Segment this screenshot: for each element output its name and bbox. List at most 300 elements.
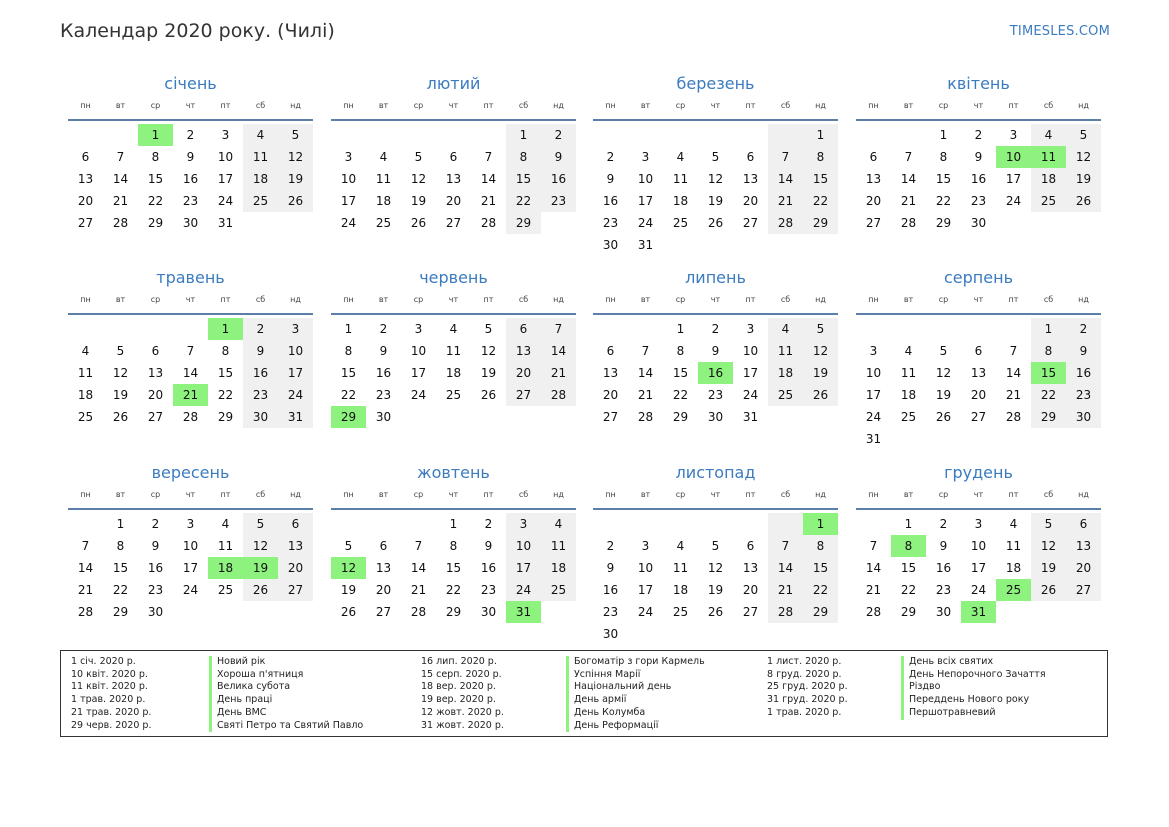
weekday-label: сб — [255, 490, 266, 499]
holiday-day-cell: 10 — [996, 146, 1031, 168]
holiday-day-cell: 15 — [1031, 362, 1066, 384]
day-cell: 25 — [672, 605, 689, 619]
day-cell: 18 — [541, 557, 576, 579]
day-cell: 2 — [541, 124, 576, 146]
day-cell: 8 — [803, 535, 838, 557]
weekday-label: пт — [483, 490, 494, 499]
day-cell: 7 — [1009, 344, 1018, 358]
day-cell: 1 — [344, 322, 353, 336]
header-rule — [593, 508, 838, 510]
holiday-day-cell: 12 — [331, 557, 366, 579]
weekday-label: нд — [290, 101, 301, 110]
weekday-label: пн — [343, 101, 354, 110]
month-5 — [68, 267, 313, 428]
day-cell: 6 — [746, 150, 755, 164]
day-cell: 18 — [445, 366, 462, 380]
day-cell: 10 — [182, 539, 199, 553]
empty-cell — [401, 513, 436, 535]
day-cell: 17 — [340, 194, 357, 208]
day-cell: 14 — [410, 561, 427, 575]
day-cell: 17 — [1005, 172, 1022, 186]
weekday-label: вт — [115, 490, 126, 499]
day-cell: 31 — [865, 432, 882, 446]
day-cell: 28 — [112, 216, 129, 230]
weekday-label: ср — [413, 295, 424, 304]
day-cell: 26 — [707, 605, 724, 619]
legend-entry: 31 груд. 2020 р. — [767, 694, 848, 706]
legend-entry: 15 серп. 2020 р. — [421, 668, 502, 680]
empty-cell — [698, 124, 733, 146]
day-cell: 17 — [637, 583, 654, 597]
weekday-label: пт — [1008, 490, 1019, 499]
day-cell: 16 — [935, 561, 952, 575]
day-cell: 29 — [147, 216, 164, 230]
day-cell: 12 — [803, 340, 838, 362]
page-title: Календар 2020 року. (Чилі) — [60, 20, 335, 42]
day-cell: 1 — [449, 517, 458, 531]
legend-entry: 10 квіт. 2020 р. — [71, 668, 148, 680]
holiday-day-cell: 1 — [138, 124, 173, 146]
day-cell: 5 — [711, 150, 720, 164]
day-cell: 6 — [974, 344, 983, 358]
holiday-day-cell: 1 — [208, 318, 243, 340]
month-11 — [593, 462, 838, 645]
weekday-header — [593, 295, 838, 309]
weekday-label: чт — [185, 490, 196, 499]
weekday-label: сб — [255, 295, 266, 304]
empty-cell — [331, 124, 366, 146]
header-rule — [68, 313, 313, 315]
weekday-header — [331, 490, 576, 504]
day-cell: 23 — [1066, 384, 1101, 406]
header-rule — [856, 508, 1101, 510]
day-cell: 12 — [707, 172, 724, 186]
legend-entry: 25 груд. 2020 р. — [767, 681, 848, 693]
legend-entry: Першотравневий — [909, 706, 996, 718]
day-cell: 15 — [112, 561, 129, 575]
empty-cell — [698, 234, 733, 256]
legend-dates-col-2 — [421, 656, 504, 732]
day-cell: 24 — [637, 216, 654, 230]
day-cell: 30 — [970, 216, 987, 230]
day-cell: 30 — [243, 406, 278, 428]
day-cell: 2 — [243, 318, 278, 340]
day-cell: 28 — [865, 605, 882, 619]
day-cell: 5 — [243, 513, 278, 535]
day-cell: 18 — [672, 194, 689, 208]
day-cell: 19 — [707, 194, 724, 208]
month-4 — [856, 73, 1101, 234]
day-cell: 19 — [935, 388, 952, 402]
empty-cell — [926, 428, 961, 450]
day-cell: 11 — [217, 539, 234, 553]
holiday-day-cell: 1 — [803, 513, 838, 535]
weekday-header — [331, 101, 576, 115]
empty-cell — [541, 406, 576, 428]
day-grid — [856, 513, 1101, 623]
weekday-label: ср — [150, 101, 161, 110]
weekday-label: сб — [518, 101, 529, 110]
empty-cell — [663, 124, 698, 146]
day-cell: 24 — [742, 388, 759, 402]
day-cell: 29 — [445, 605, 462, 619]
day-cell: 29 — [803, 212, 838, 234]
weekday-label: нд — [553, 101, 564, 110]
day-cell: 22 — [803, 190, 838, 212]
weekday-label: ср — [675, 101, 686, 110]
day-cell: 22 — [1031, 384, 1066, 406]
day-cell: 22 — [112, 583, 129, 597]
empty-cell — [366, 513, 401, 535]
weekday-label: вт — [903, 490, 914, 499]
day-cell: 11 — [541, 535, 576, 557]
day-cell: 5 — [939, 344, 948, 358]
day-cell: 8 — [221, 344, 230, 358]
month-name: січень — [164, 74, 217, 93]
day-cell: 2 — [974, 128, 983, 142]
day-cell: 22 — [217, 388, 234, 402]
empty-cell — [891, 318, 926, 340]
day-cell: 13 — [602, 366, 619, 380]
weekday-label: пн — [605, 295, 616, 304]
day-cell: 25 — [541, 579, 576, 601]
day-cell: 30 — [480, 605, 497, 619]
day-cell: 18 — [243, 168, 278, 190]
day-cell: 14 — [865, 561, 882, 575]
legend-entry: Успіння Марії — [574, 668, 641, 680]
day-cell: 19 — [1031, 557, 1066, 579]
day-cell: 13 — [445, 172, 462, 186]
legend-entry: День Колумба — [574, 706, 646, 718]
legend-entry: День армії — [574, 694, 627, 706]
day-grid — [593, 513, 838, 645]
day-cell: 19 — [480, 366, 497, 380]
day-cell: 23 — [970, 194, 987, 208]
day-cell: 13 — [742, 561, 759, 575]
day-cell: 11 — [77, 366, 94, 380]
weekday-label: пт — [220, 101, 231, 110]
day-grid — [68, 513, 313, 623]
weekday-label: чт — [448, 490, 459, 499]
empty-cell — [541, 601, 576, 623]
day-cell: 27 — [1066, 579, 1101, 601]
weekday-label: вт — [903, 295, 914, 304]
day-cell: 1 — [803, 124, 838, 146]
day-cell: 17 — [278, 362, 313, 384]
day-cell: 12 — [1066, 146, 1101, 168]
day-cell: 4 — [904, 344, 913, 358]
weekday-label: пт — [745, 490, 756, 499]
day-cell: 14 — [637, 366, 654, 380]
month-6 — [331, 267, 576, 428]
day-cell: 20 — [970, 388, 987, 402]
day-cell: 2 — [151, 517, 160, 531]
weekday-label: сб — [780, 295, 791, 304]
day-cell: 15 — [445, 561, 462, 575]
empty-cell — [663, 513, 698, 535]
header-rule — [331, 508, 576, 510]
day-cell: 11 — [375, 172, 392, 186]
day-cell: 13 — [375, 561, 392, 575]
holiday-day-cell: 11 — [1031, 146, 1066, 168]
holiday-day-cell: 31 — [961, 601, 996, 623]
day-cell: 4 — [541, 513, 576, 535]
day-cell: 17 — [506, 557, 541, 579]
day-cell: 28 — [541, 384, 576, 406]
day-cell: 21 — [410, 583, 427, 597]
day-cell: 14 — [900, 172, 917, 186]
day-cell: 26 — [1066, 190, 1101, 212]
day-cell: 10 — [506, 535, 541, 557]
day-cell: 4 — [379, 150, 388, 164]
month-name: квітень — [947, 74, 1010, 93]
day-cell: 17 — [217, 172, 234, 186]
day-cell: 5 — [414, 150, 423, 164]
day-cell: 25 — [1031, 190, 1066, 212]
weekday-label: сб — [1043, 295, 1054, 304]
day-cell: 2 — [939, 517, 948, 531]
empty-cell — [208, 601, 243, 623]
day-cell: 4 — [81, 344, 90, 358]
day-cell: 17 — [865, 388, 882, 402]
day-cell: 28 — [768, 212, 803, 234]
holiday-day-cell: 21 — [173, 384, 208, 406]
day-cell: 5 — [344, 539, 353, 553]
day-cell: 3 — [186, 517, 195, 531]
day-cell: 13 — [77, 172, 94, 186]
day-cell: 26 — [480, 388, 497, 402]
day-cell: 30 — [707, 410, 724, 424]
day-cell: 6 — [869, 150, 878, 164]
holiday-day-cell: 16 — [698, 362, 733, 384]
weekday-label: пн — [605, 490, 616, 499]
day-cell: 9 — [186, 150, 195, 164]
empty-cell — [1066, 428, 1101, 450]
day-cell: 2 — [484, 517, 493, 531]
legend-entry: Різдво — [909, 681, 941, 693]
day-cell: 6 — [278, 513, 313, 535]
day-cell: 15 — [506, 168, 541, 190]
weekday-label: чт — [185, 101, 196, 110]
legend-entry: 1 трав. 2020 р. — [767, 706, 842, 718]
empty-cell — [891, 124, 926, 146]
day-cell: 31 — [217, 216, 234, 230]
empty-cell — [663, 234, 698, 256]
empty-cell — [856, 124, 891, 146]
empty-cell — [803, 623, 838, 645]
day-cell: 29 — [217, 410, 234, 424]
day-cell: 7 — [484, 150, 493, 164]
day-cell: 11 — [445, 344, 462, 358]
weekday-header — [593, 101, 838, 115]
empty-cell — [593, 318, 628, 340]
brand-link[interactable]: TIMESLES.COM — [1009, 24, 1110, 39]
weekday-label: ср — [938, 295, 949, 304]
empty-cell — [733, 124, 768, 146]
weekday-label: чт — [710, 490, 721, 499]
day-cell: 20 — [375, 583, 392, 597]
day-cell: 1 — [506, 124, 541, 146]
legend-entry: 8 груд. 2020 р. — [767, 668, 842, 680]
weekday-label: вт — [115, 101, 126, 110]
weekday-header — [593, 490, 838, 504]
legend-entry: Хороша п'ятниця — [217, 668, 304, 680]
day-grid — [856, 318, 1101, 450]
day-cell: 11 — [1005, 539, 1022, 553]
legend-entry: 29 черв. 2020 р. — [71, 719, 152, 731]
holiday-day-cell: 31 — [506, 601, 541, 623]
day-cell: 20 — [865, 194, 882, 208]
weekday-header — [856, 295, 1101, 309]
empty-cell — [103, 318, 138, 340]
day-cell: 17 — [742, 366, 759, 380]
empty-cell — [541, 212, 576, 234]
day-cell: 4 — [1009, 517, 1018, 531]
day-cell: 3 — [746, 322, 755, 336]
day-cell: 27 — [742, 216, 759, 230]
day-cell: 16 — [375, 366, 392, 380]
day-cell: 8 — [803, 146, 838, 168]
day-cell: 10 — [410, 344, 427, 358]
day-cell: 20 — [147, 388, 164, 402]
day-cell: 6 — [746, 539, 755, 553]
day-cell: 3 — [641, 539, 650, 553]
day-cell: 23 — [243, 384, 278, 406]
month-name: березень — [676, 74, 755, 93]
day-cell: 22 — [506, 190, 541, 212]
day-cell: 16 — [970, 172, 987, 186]
day-cell: 25 — [445, 388, 462, 402]
day-cell: 22 — [445, 583, 462, 597]
day-cell: 16 — [602, 194, 619, 208]
day-cell: 3 — [278, 318, 313, 340]
weekday-label: чт — [448, 101, 459, 110]
empty-cell — [401, 124, 436, 146]
day-cell: 22 — [935, 194, 952, 208]
day-cell: 26 — [340, 605, 357, 619]
weekday-label: пн — [80, 101, 91, 110]
day-cell: 23 — [602, 605, 619, 619]
day-cell: 6 — [506, 318, 541, 340]
day-cell: 9 — [711, 344, 720, 358]
day-cell: 22 — [803, 579, 838, 601]
day-cell: 3 — [974, 517, 983, 531]
day-cell: 5 — [711, 539, 720, 553]
day-cell: 24 — [410, 388, 427, 402]
empty-cell — [628, 513, 663, 535]
weekday-label: пн — [80, 490, 91, 499]
day-cell: 24 — [340, 216, 357, 230]
day-cell: 29 — [112, 605, 129, 619]
day-cell: 12 — [707, 561, 724, 575]
day-cell: 15 — [672, 366, 689, 380]
holiday-legend — [60, 650, 1108, 737]
day-cell: 12 — [410, 172, 427, 186]
day-cell: 27 — [77, 216, 94, 230]
day-cell: 6 — [1066, 513, 1101, 535]
header-rule — [331, 119, 576, 121]
legend-entry: Національний день — [574, 681, 672, 693]
legend-entry: Велика субота — [217, 681, 291, 693]
month-10 — [331, 462, 576, 623]
day-cell: 9 — [379, 344, 388, 358]
empty-cell — [471, 124, 506, 146]
day-cell: 23 — [707, 388, 724, 402]
day-cell: 31 — [742, 410, 759, 424]
legend-entry: 21 трав. 2020 р. — [71, 706, 152, 718]
weekday-label: пт — [745, 295, 756, 304]
weekday-label: нд — [553, 295, 564, 304]
weekday-label: ср — [413, 101, 424, 110]
weekday-label: вт — [640, 490, 651, 499]
weekday-label: чт — [973, 490, 984, 499]
empty-cell — [698, 513, 733, 535]
header-rule — [68, 119, 313, 121]
day-cell: 13 — [1066, 535, 1101, 557]
day-cell: 5 — [484, 322, 493, 336]
weekday-label: пн — [868, 490, 879, 499]
day-cell: 7 — [768, 146, 803, 168]
day-cell: 10 — [865, 366, 882, 380]
day-cell: 5 — [803, 318, 838, 340]
legend-entry: День праці — [217, 694, 273, 706]
month-8 — [856, 267, 1101, 450]
empty-cell — [628, 124, 663, 146]
day-cell: 16 — [1066, 362, 1101, 384]
day-cell: 26 — [1031, 579, 1066, 601]
day-cell: 24 — [506, 579, 541, 601]
empty-cell — [593, 513, 628, 535]
weekday-label: сб — [780, 101, 791, 110]
holiday-day-cell: 8 — [891, 535, 926, 557]
month-3 — [593, 73, 838, 256]
day-cell: 26 — [112, 410, 129, 424]
day-cell: 6 — [449, 150, 458, 164]
weekday-label: вт — [640, 101, 651, 110]
weekday-label: чт — [710, 101, 721, 110]
day-cell: 16 — [480, 561, 497, 575]
day-cell: 29 — [803, 601, 838, 623]
day-cell: 13 — [865, 172, 882, 186]
day-cell: 20 — [1066, 557, 1101, 579]
day-cell: 9 — [606, 172, 615, 186]
day-cell: 26 — [803, 384, 838, 406]
day-cell: 28 — [768, 601, 803, 623]
day-cell: 3 — [506, 513, 541, 535]
weekday-label: чт — [710, 295, 721, 304]
empty-cell — [243, 601, 278, 623]
day-cell: 6 — [151, 344, 160, 358]
day-cell: 7 — [186, 344, 195, 358]
month-name: листопад — [675, 463, 756, 482]
empty-cell — [401, 406, 436, 428]
day-cell: 16 — [243, 362, 278, 384]
day-cell: 7 — [116, 150, 125, 164]
day-grid — [331, 513, 576, 623]
day-cell: 8 — [676, 344, 685, 358]
day-cell: 1 — [939, 128, 948, 142]
day-grid — [331, 124, 576, 234]
header-rule — [856, 119, 1101, 121]
day-cell: 7 — [414, 539, 423, 553]
day-cell: 24 — [278, 384, 313, 406]
day-cell: 20 — [278, 557, 313, 579]
day-cell: 29 — [672, 410, 689, 424]
day-cell: 5 — [116, 344, 125, 358]
day-cell: 10 — [742, 344, 759, 358]
legend-names-col-3 — [901, 656, 1046, 720]
month-name: жовтень — [417, 463, 490, 482]
